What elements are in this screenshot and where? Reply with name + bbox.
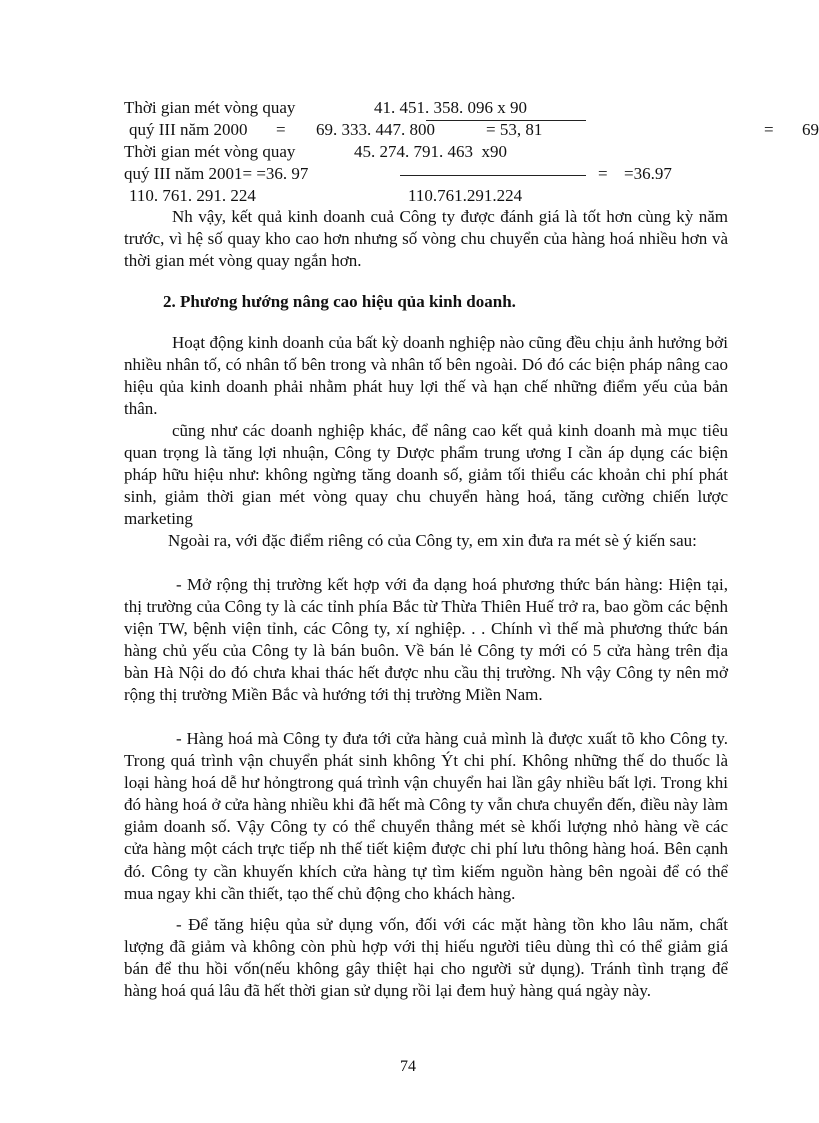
paragraph-conclusion: Nh vậy, kết quả kinh doanh cuả Công ty được đánh giá là tốt hơn cùng kỳ năm trước, vì hệ số quay kho cao hơn nhưng số vòng chu chuyển của hàng hoá nhiều hơn và thời gian mét vòng quay ngắn hơn. bbox=[124, 207, 728, 271]
calc-line5-denominator: 110.761.291.224 bbox=[408, 186, 523, 205]
calc-line1-label: Thời gian mét vòng quay bbox=[124, 98, 296, 117]
section-heading: 2. Phương hướng nâng cao hiệu qủa kinh doanh. bbox=[163, 292, 516, 311]
calc-line2-denominator: 69. 333. 447. 800 bbox=[316, 120, 435, 139]
calc-line1-numerator: 41. 451. 358. 096 x 90 bbox=[374, 98, 527, 117]
calc-line3-label: Thời gian mét vòng quay bbox=[124, 142, 296, 161]
calc-line2-result: = 53, 81 bbox=[486, 120, 543, 139]
paragraph-market-expansion: - Mở rộng thị trường kết hợp với đa dạng hoá phương thức bán hàng: Hiện tại, thị trường của Công ty là các tỉnh phía Bắc từ Thừa Thiên Huế trở ra, bao gồm các bệnh viện TW, bệnh viện tỉnh, các Công ty, xí nghiệp. . . Chính vì thế mà phương thức bán hàng chủ yếu của Công ty là bán buôn. Về bán lẻ Công ty mới có 5 cửa hàng trên địa bàn Hà Nội do đó chưa khai thác hết được nhu cầu thị trường. Nh vậy Công ty nên mở rộng thị trường Miền Bắc và hướng tới thị trường Miền Nam. bbox=[124, 575, 728, 705]
calc-line5-left: 110. 761. 291. 224 bbox=[129, 186, 256, 205]
calc-line2-label: quý III năm 2000 bbox=[129, 120, 248, 139]
paragraph-intro: Hoạt động kinh doanh của bất kỳ doanh nghiệp nào cũng đều chịu ảnh hưởng bởi nhiều nhân tố, có nhân tố bên trong và nhân tố bên ngoài. Dó đó các biện pháp nâng cao hiệu qủa kinh doanh phải nhằm phát huy lợi thế và hạn chế những điểm yếu của bản thân. bbox=[124, 333, 728, 419]
fraction-bar-2 bbox=[400, 175, 586, 176]
calc-line2-right-equals: = bbox=[764, 120, 774, 139]
paragraph-capital-efficiency: - Để tăng hiệu qủa sử dụng vốn, đối với các mặt hàng tồn kho lâu năm, chất lượng đã giảm và không còn phù hợp với thị hiếu người tiêu dùng thì có thể giảm giá bán để thu hồi vốn(nếu không gây thiệt hại cho người sử dụng). Tránh tình trạng để hàng hoá quá lâu đã hết thời gian sử dụng rồi lại đem huỷ hàng quá ngày này. bbox=[124, 915, 728, 1001]
calc-line4-equals: = bbox=[598, 164, 608, 183]
calc-line4-result: =36.97 bbox=[624, 164, 672, 183]
page-number: 74 bbox=[400, 1058, 416, 1075]
paragraph-distribution: - Hàng hoá mà Công ty đưa tới cửa hàng cuả mình là được xuất tõ kho Công ty. Trong quá trình vận chuyển phát sinh không Ýt chi phí. Không những thế do thuốc là loại hàng hoá dễ hư hỏngtrong quá trình vận chuyển hai lần gây nhiều bất lợi. Trong khi đó hàng hoá ở cửa hàng nhiều khi đã hết mà Công ty vẫn chưa chuyển đến, điều này làm giảm doanh số. Vậy Công ty có thể chuyển thẳng mét sè khối lượng nhỏ hàng về các cửa hàng một cách trực tiếp nh thế tiết kiệm được chi phí lưu thông hàng hoá. Bên cạnh đó. Công ty cần khuyến khích cửa hàng tự tìm kiếm nguồn hàng bên ngoài để có thể mua ngay khi cần thiết, tạo thế chủ động cho khách hàng. bbox=[124, 729, 728, 903]
calc-line2-equals: = bbox=[276, 120, 286, 139]
paragraph-suggestions-intro: Ngoài ra, với đặc điểm riêng có của Công ty, em xin đưa ra mét sè ý kiến sau: bbox=[168, 531, 697, 550]
calc-line4-label: quý III năm 2001= =36. 97 bbox=[124, 164, 309, 183]
calc-line3-numerator: 45. 274. 791. 463 x90 bbox=[354, 142, 507, 161]
calc-line2-right-cut: 69 bbox=[802, 120, 819, 139]
paragraph-measures: cũng như các doanh nghiệp khác, để nâng cao kết quả kinh doanh mà mục tiêu quan trọng là tăng lợi nhuận, Công ty Dược phẩm trung ương I cần áp dụng các biện pháp hữu hiệu như: không ngừng tăng doanh số, giảm tối thiểu các khoản chi phí phát sinh, giảm thời gian mét vòng quay chu chuyển hàng hoá, tăng cường chiến lược marketing bbox=[124, 421, 728, 529]
